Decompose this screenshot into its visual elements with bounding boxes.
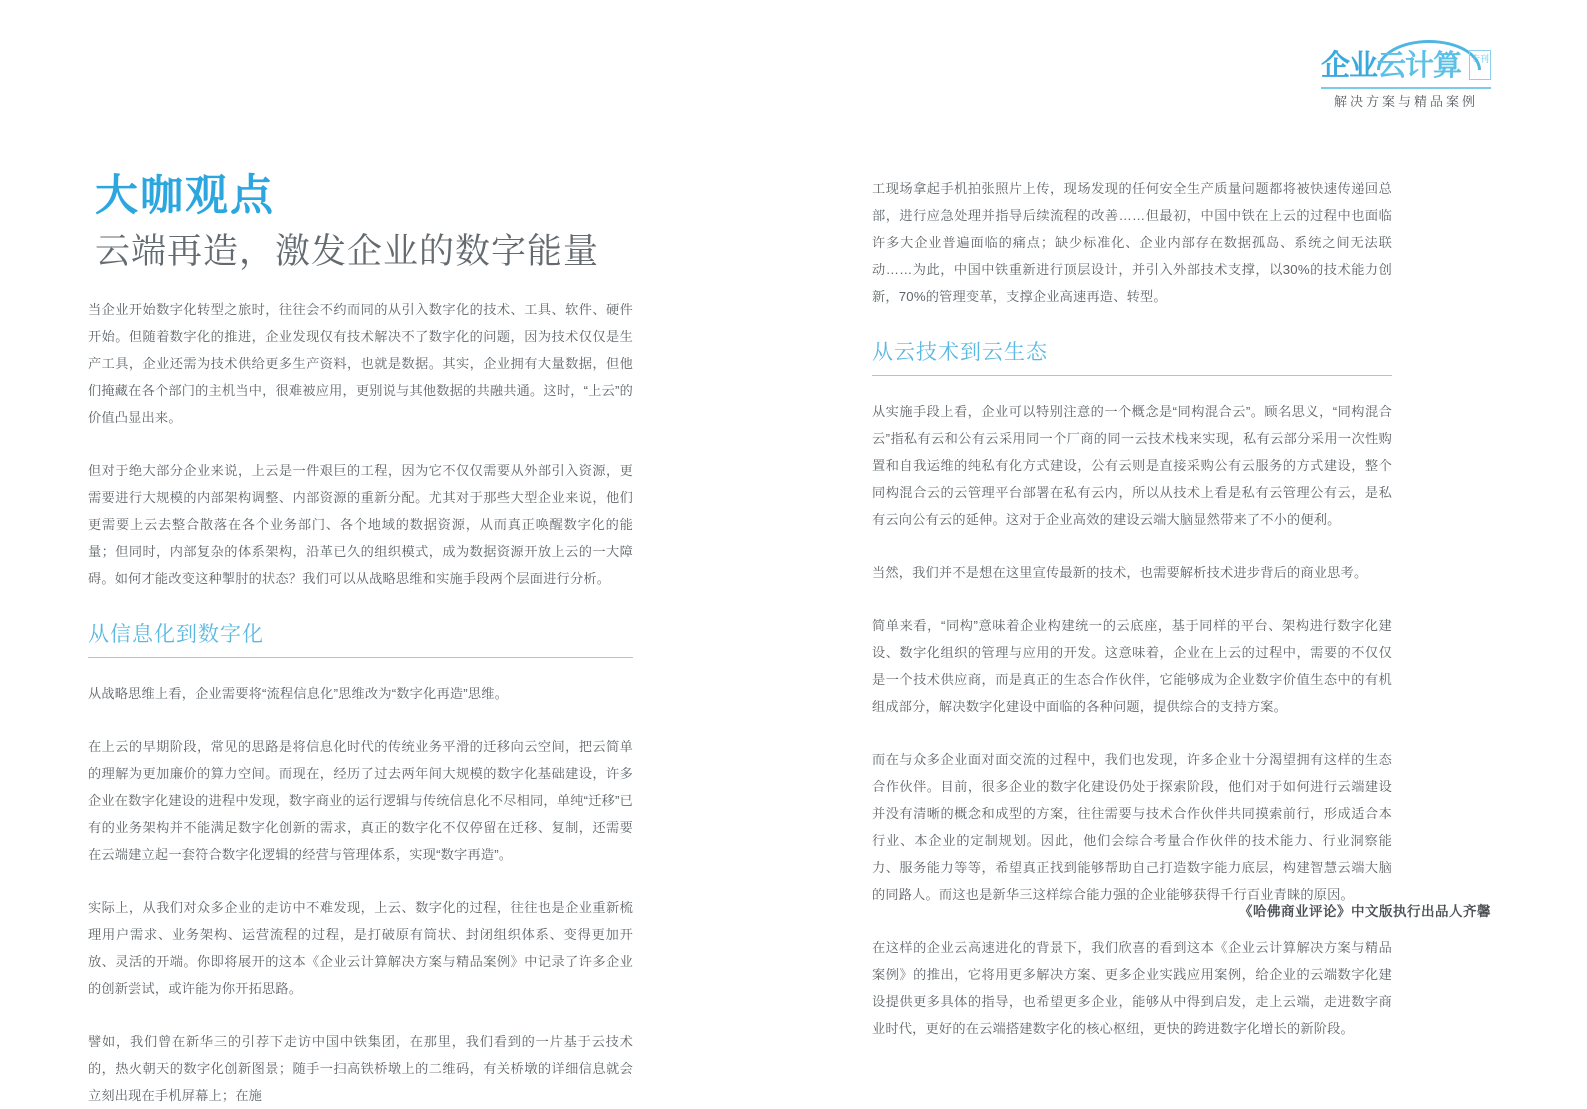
paragraph: 但对于绝大部分企业来说，上云是一件艰巨的工程，因为它不仅仅需要从外部引入资源，更需要进行大规模的内部架构调整、内部资源的重新分配。尤其对于那些大型企业来说，他们更需要上云去整合散落在各个业务部门、各个地域的数据资源，从而真正唤醒数字化的能量；但同时，内部复杂的体系架构，沿革已久的组织模式，成为数据资源开放上云的一大障碍。如何才能改变这种掣肘的状态？我们可以从战略思维和实施手段两个层面进行分析。: [88, 463, 633, 586]
logo-subtitle: 解决方案与精品案例: [1333, 94, 1478, 109]
paragraph-truncated: 譬如，我们曾在新华三的引荐下走访中国中铁集团，在那里，我们看到的一片基于云技术的，热火朝天的数字化创新图景；随手一扫高铁桥墩上的二维码，有关桥墩的详细信息就会立刻出现在手机屏幕上；在施: [88, 1034, 633, 1103]
paragraph: 简单来看，“同构”意味着企业构建统一的云底座，基于同样的平台、架构进行数字化建设、数字化组织的管理与应用的开发。这意味着，企业在上云的过程中，需要的不仅仅是一个技术供应商，而是真正的生态合作伙伴，它能够成为企业数字价值生态中的有机组成部分，解决数字化建设中面临的各种问题，提供综合的支持方案。: [872, 618, 1392, 714]
section-heading-1: 从信息化到数字化: [88, 618, 633, 658]
paragraph: 当企业开始数字化转型之旅时，往往会不约而同的从引入数字化的技术、工具、软件、硬件开始。但随着数字化的推进，企业发现仅有技术解决不了数字化的问题，因为技术仅仅是生产工具，企业还需为技术供给更多生产资料，也就是数据。其实，企业拥有大量数据，但他们掩藏在各个部门的主机当中，很难被应用，更别说与其他数据的共融共通。这时，“上云”的价值凸显出来。: [88, 302, 633, 425]
page-title: 云端再造，激发企业的数字能量: [95, 232, 600, 272]
paragraph: 工现场拿起手机拍张照片上传，现场发现的任何安全生产质量问题都将被快速传递回总部，进行应急处理并指导后续流程的改善……但最初，中国中铁在上云的过程中也面临许多大企业普遍面临的痛点；缺少标准化、企业内部存在数据孤岛、系统之间无法联动……为此，中国中铁重新进行顶层设计，并引入外部技术支撑，以30%的技术能力创新，70%的管理变革，支撑企业高速再造、转型。: [872, 181, 1392, 304]
logo-wordmark-part-2: 云计算: [1377, 50, 1462, 82]
logo-badge: 专刊: [1469, 50, 1491, 80]
paragraph: 从战略思维上看，企业需要将“流程信息化”思维改为“数字化再造”思维。: [88, 686, 508, 701]
paragraph: 在这样的企业云高速进化的背景下，我们欣喜的看到这本《企业云计算解决方案与精品案例》的推出，它将用更多解决方案、更多企业实践应用案例，给企业的云端数字化建设提供更多具体的指导，也希望更多企业，能够从中得到启发，走上云端，走进数字商业时代，更好的在云端搭建数字化的核心枢纽，更快的跨进数字化增长的新阶段。: [872, 940, 1392, 1036]
logo-divider: [1321, 87, 1491, 89]
masthead-logo: [1321, 40, 1491, 112]
paragraph: 在上云的早期阶段，常见的思路是将信息化时代的传统业务平滑的迁移向云空间，把云简单的理解为更加廉价的算力空间。而现在，经历了过去两年间大规模的数字化基础建设，许多企业在数字化建设的进程中发现，数字商业的运行逻辑与传统信息化不尽相同，单纯“迁移”已有的业务架构并不能满足数字化创新的需求，真正的数字化不仅停留在迁移、复制，还需要在云端建立起一套符合数字化逻辑的经营与管理体系，实现“数字再造”。: [88, 739, 633, 862]
right-column: [872, 175, 1392, 1068]
paragraph: 当然，我们并不是想在这里宣传最新的技术，也需要解析技术进步背后的商业思考。: [872, 565, 1368, 580]
paragraph: 而在与众多企业面对面交流的过程中，我们也发现，许多企业十分渴望拥有这样的生态合作伙伴。目前，很多企业的数字化建设仍处于探索阶段，他们对于如何进行云端建设并没有清晰的概念和成型的方案，往往需要与技术合作伙伴共同摸索前行，形成适合本行业、本企业的定制规划。因此，他们会综合考量合作伙伴的技术能力、行业洞察能力、服务能力等等，希望真正找到能够帮助自己打造数字能力底层，构建智慧云端大脑的同路人。而这也是新华三这样综合能力强的企业能够获得千行百业青睐的原因。: [872, 752, 1392, 902]
logo-wordmark-part-1: 企业: [1321, 50, 1378, 82]
section-heading-2: 从云技术到云生态: [872, 336, 1392, 376]
paragraph: 从实施手段上看，企业可以特别注意的一个概念是“同构混合云”。顾名思义，“同构混合云”指私有云和公有云采用同一个厂商的同一云技术栈来实现，私有云部分采用一次性购置和自我运维的纯私有化方式建设，公有云则是直接采购公有云服务的方式建设，整个同构混合云的云管理平台部署在私有云内，所以从技术上看是私有云管理公有云，是私有云向公有云的延伸。这对于企业高效的建设云端大脑显然带来了不小的便利。: [872, 404, 1392, 527]
title-block: [95, 172, 715, 275]
byline: 《哈佛商业评论》中文版执行出品人齐馨: [1239, 904, 1491, 919]
paragraph: 实际上，从我们对众多企业的走访中不难发现，上云、数字化的过程，往往也是企业重新梳理用户需求、业务架构、运营流程的过程，是打破原有筒状、封闭组织体系、变得更加开放、灵活的开端。你即将展开的这本《企业云计算解决方案与精品案例》中记录了许多企业的创新尝试，或许能为你开拓思路。: [88, 900, 633, 996]
left-column: [88, 296, 633, 1109]
logo-wordmark: [1321, 52, 1461, 81]
page-kicker: 大咖观点: [95, 172, 275, 220]
